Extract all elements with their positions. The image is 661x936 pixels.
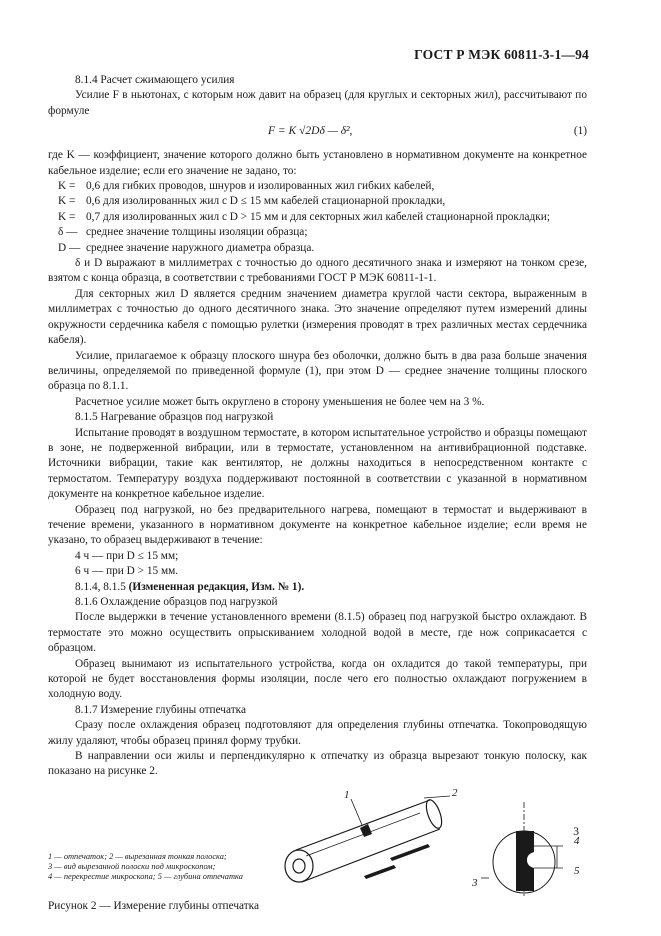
d-definition: [48, 241, 587, 256]
figure-2: [48, 786, 587, 911]
section-heading-816: 8.1.6 Охлаждение образцов под нагрузкой: [75, 596, 278, 608]
paragraph-rounding: Расчетное усилие может быть округлено в сторону уменьшения не более чем на 3 %.: [75, 395, 485, 408]
delta-text: среднее значение толщины изоляции образца;: [86, 226, 308, 239]
page-number: 3: [573, 826, 579, 838]
cut-strip: [364, 844, 430, 879]
label-1: 1: [344, 788, 350, 801]
standard-header: ГОСТ Р МЭК 60811-3-1—94: [414, 47, 589, 62]
legend-line: 4 — перекрестие микроскопа; 5 — глубина отпечатка: [48, 871, 243, 881]
tube-sample: [285, 798, 445, 882]
page-body: [48, 73, 587, 911]
k-symbol: K =: [58, 195, 76, 208]
k-value-item: [48, 194, 587, 209]
formula: F = K √2Dδ — δ²,: [268, 125, 353, 138]
k-value-text: 0,6 для гибких проводов, шнуров и изолированных жил гибких кабелей,: [86, 180, 435, 193]
label-3: 3: [472, 876, 478, 889]
k-symbol: K =: [58, 210, 76, 223]
k-value-text: 0,6 для изолированных жил с D ≤ 15 мм кабелей стационарной прокладки,: [86, 195, 446, 208]
label-2: 2: [452, 786, 458, 799]
amendment-note: [48, 580, 587, 595]
legend-line: 1 — отпечаток; 2 — вырезанная тонкая полоска;: [48, 851, 227, 861]
section-heading-815: 8.1.5 Нагревание образцов под нагрузкой: [75, 411, 274, 424]
k-value-text: 0,7 для изолированных жил с D > 15 мм и для секторных жил кабелей стационарной прокладки;: [86, 210, 550, 223]
section-heading-817: 8.1.7 Измерение глубины отпечатка: [75, 703, 246, 716]
paragraph-sector: Для секторных жил D является средним значением диаметра круглой части сектора, выраженным в миллиметрах с точностью до одного десятичного знака. Это значение определяют путем измерений длины окружности сердечника кабеля с помощью рулетки (измерения проводят в трех различных местах сердечника кабеля).: [48, 287, 587, 347]
amendment-text: (Измененная редакция, Изм. № 1).: [128, 580, 305, 593]
k-symbol: K =: [58, 180, 76, 193]
k-value-item: [48, 179, 587, 194]
legend-line: 3 — вид вырезанной полоски под микроскопом;: [48, 861, 216, 871]
formula-block: [48, 122, 587, 144]
label-4: 4: [574, 834, 580, 847]
paragraph-removal: Образец вынимают из испытательного устройства, когда он охладится до такой температуры, при которой не будет восстановления формы изоляции, после чего его полностью охлаждают погружением в холодную воду.: [48, 657, 587, 701]
figure-legend: [48, 852, 243, 882]
figure-caption: Рисунок 2 — Измерение глубины отпечатка: [48, 899, 259, 912]
label-5: 5: [574, 864, 580, 877]
paragraph-preparation: Сразу после охлаждения образец подготовляют для определения глубины отпечатка. Токопроводящую жилу удаляют, чтобы образец принял форму трубки.: [48, 719, 587, 747]
paragraph-thermostat: Испытание проводят в воздушном термостате, в котором испытательное устройство и образцы помещают в зоне, не подверженной вибрации, или в термостате, установленном на антивибрационной подставке. Источники вибрации, такие как вентилятор, не должны находиться в непосредственном контакте с термостатом. Температуру воздуха поддерживают постоянной в соответствии с указанной в нормативном документе на конкретное кабельное изделие.: [48, 426, 587, 501]
paragraph-force-intro: Усилие F в ньютонах, с которым нож давит на образец (для круглых и секторных жил), рассчитывают по формуле: [48, 89, 587, 117]
d-symbol: D —: [58, 241, 81, 254]
strip-section: [516, 831, 534, 891]
paragraph-cooling: После выдержки в течение установленного времени (8.1.5) образец под нагрузкой быстро охлаждают. В термостате это можно осуществить опрыскиванием холодной водой в месте, где нож соприкасается с образцом.: [48, 611, 587, 655]
paragraph-flat-cord: Усилие, прилагаемое к образцу плоского шнура без оболочки, должно быть в два раза больше значения величины, определяемой по приведенной формуле (1), при этом D — среднее значение толщины плоского образца по 8.1.1.: [48, 349, 587, 393]
amendment-ref: 8.1.4, 8.1.5: [75, 580, 126, 593]
k-value-item: [48, 210, 587, 225]
time-item-4h: 4 ч — при D ≤ 15 мм;: [75, 549, 179, 562]
formula-number: (1): [573, 125, 587, 138]
paragraph-strip-cut: В направлении оси жилы и перпендикулярно к отпечатку из образца вырезают тонкую полоску, как показано на рисунке 2.: [48, 750, 587, 778]
d-text: среднее значение наружного диаметра образца.: [86, 241, 315, 254]
paragraph-k-definition: где K — коэффициент, значение которого должно быть установлено в нормативном документе на конкретное кабельное изделие; если его значение не задано, то:: [48, 149, 587, 177]
microscope-view: [481, 802, 563, 896]
paragraph-units: δ и D выражают в миллиметрах с точностью до одного десятичного знака и измеряют на тонком срезе, взятом с конца образца, в соответствии с требованиями ГОСТ Р МЭК 60811-1-1.: [48, 257, 587, 285]
paragraph-loaded-sample: Образец под нагрузкой, но без предварительного нагрева, помещают в термостат и выдерживают в течение времени, указанного в нормативном документе на конкретное кабельное изделие; если время не указано, то образец выдерживают в течение:: [48, 503, 587, 547]
delta-symbol: δ —: [58, 226, 78, 239]
section-heading-814: 8.1.4 Расчет сжимающего усилия: [75, 74, 235, 86]
time-item-6h: 6 ч — при D > 15 мм.: [75, 565, 179, 578]
delta-definition: [48, 225, 587, 240]
